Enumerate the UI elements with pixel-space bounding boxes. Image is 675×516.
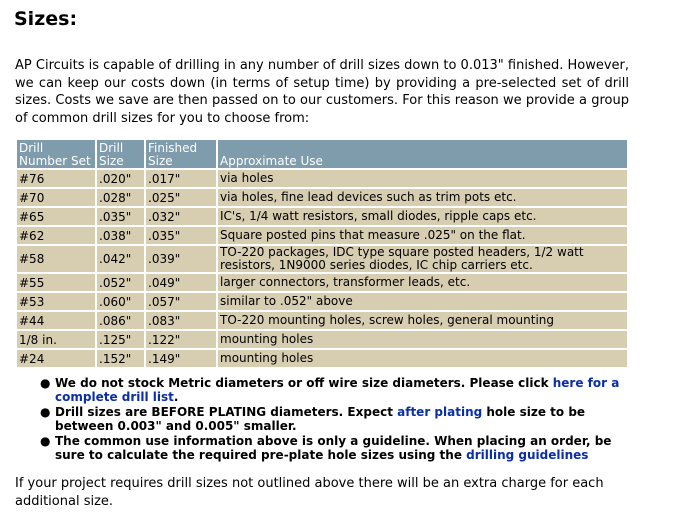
cell-approximate-use: via holes, fine lead devices such as trim pots etc. <box>218 189 627 206</box>
cell-approximate-use: IC's, 1/4 watt resistors, small diodes, ripple caps etc. <box>218 208 627 225</box>
table-row <box>17 189 627 206</box>
bullet-icon: ● <box>40 405 51 419</box>
cell-drill-size: .125" <box>97 331 144 348</box>
table-row <box>17 331 627 348</box>
table-header-row <box>17 140 627 168</box>
table-row <box>17 227 627 244</box>
cell-drill-size: .038" <box>97 227 144 244</box>
note-text: Drill sizes are BEFORE PLATING diameters. Expect <box>55 405 398 419</box>
cell-approximate-use: via holes <box>218 170 627 187</box>
note-text: . <box>173 390 179 404</box>
cell-approximate-use: TO-220 mounting holes, screw holes, general mounting <box>218 312 627 329</box>
cell-drill-size: .042" <box>97 246 144 272</box>
cell-approximate-use: similar to .052" above <box>218 293 627 310</box>
cell-drill-number: #55 <box>17 274 95 291</box>
cell-drill-number: #24 <box>17 350 95 367</box>
table-row <box>17 293 627 310</box>
cell-approximate-use: mounting holes <box>218 331 627 348</box>
table-row <box>17 170 627 187</box>
cell-approximate-use: larger connectors, transformer leads, etc. <box>218 274 627 291</box>
cell-drill-number: #70 <box>17 189 95 206</box>
cell-finished-size: .049" <box>146 274 216 291</box>
intro-paragraph: AP Circuits is capable of drilling in any number of drill sizes down to 0.013" finished. However, we can keep our costs down (in terms of setup time) by providing a pre-selected set of drill sizes. Costs we save are then passed on to our customers. For this reason we provide a group of common drill sizes for you to choose from: <box>15 58 629 126</box>
cell-finished-size: .032" <box>146 208 216 225</box>
cell-drill-size: .035" <box>97 208 144 225</box>
drilling-guidelines-link[interactable]: drilling guidelines <box>466 448 589 462</box>
bullet-icon: ● <box>40 376 51 390</box>
footer-paragraph: If your project requires drill sizes not outlined above there will be an extra charge for each additional size. <box>15 476 604 509</box>
cell-finished-size: .039" <box>146 246 216 272</box>
cell-drill-size: .060" <box>97 293 144 310</box>
table-row <box>17 208 627 225</box>
cell-finished-size: .149" <box>146 350 216 367</box>
cell-finished-size: .083" <box>146 312 216 329</box>
note-text: The common use information above is only a guideline. When placing an order, be sure to calculate the required pre-plate hole sizes using the <box>55 434 612 462</box>
notes-list <box>40 376 630 463</box>
cell-finished-size: .017" <box>146 170 216 187</box>
cell-drill-number: #53 <box>17 293 95 310</box>
cell-drill-number: #44 <box>17 312 95 329</box>
cell-finished-size: .122" <box>146 331 216 348</box>
cell-finished-size: .057" <box>146 293 216 310</box>
cell-drill-size: .020" <box>97 170 144 187</box>
cell-approximate-use: mounting holes <box>218 350 627 367</box>
drill-sizes-table <box>15 138 629 369</box>
header-drill-number-set: Drill Number Set <box>17 140 95 168</box>
table-row <box>17 350 627 367</box>
bullet-icon: ● <box>40 434 51 448</box>
note-item <box>40 434 630 462</box>
complete-drill-list-link[interactable]: here for a complete drill list <box>55 376 620 404</box>
note-text: We do not stock Metric diameters or off wire size diameters. Please click <box>55 376 553 390</box>
cell-drill-number: #76 <box>17 170 95 187</box>
header-finished-size: Finished Size <box>146 140 216 168</box>
note-text: hole size to be between 0.003" and 0.005" smaller. <box>55 405 586 433</box>
cell-drill-size: .052" <box>97 274 144 291</box>
cell-drill-size: .086" <box>97 312 144 329</box>
cell-drill-size: .152" <box>97 350 144 367</box>
cell-approximate-use: TO-220 packages, IDC type square posted headers, 1/2 watt resistors, 1N9000 series diodes, IC chip carriers etc. <box>218 246 627 272</box>
cell-finished-size: .025" <box>146 189 216 206</box>
cell-drill-number: 1/8 in. <box>17 331 95 348</box>
after-plating-link[interactable]: after plating <box>397 405 483 419</box>
cell-drill-number: #62 <box>17 227 95 244</box>
header-drill-size: Drill Size <box>97 140 144 168</box>
note-item <box>40 405 630 433</box>
note-item <box>40 376 630 404</box>
table-row <box>17 246 627 272</box>
page-title: Sizes: <box>14 8 78 30</box>
cell-finished-size: .035" <box>146 227 216 244</box>
table-row <box>17 312 627 329</box>
cell-approximate-use: Square posted pins that measure .025" on the flat. <box>218 227 627 244</box>
cell-drill-number: #65 <box>17 208 95 225</box>
cell-drill-number: #58 <box>17 246 95 272</box>
header-approximate-use: Approximate Use <box>218 140 627 168</box>
table-row <box>17 274 627 291</box>
cell-drill-size: .028" <box>97 189 144 206</box>
